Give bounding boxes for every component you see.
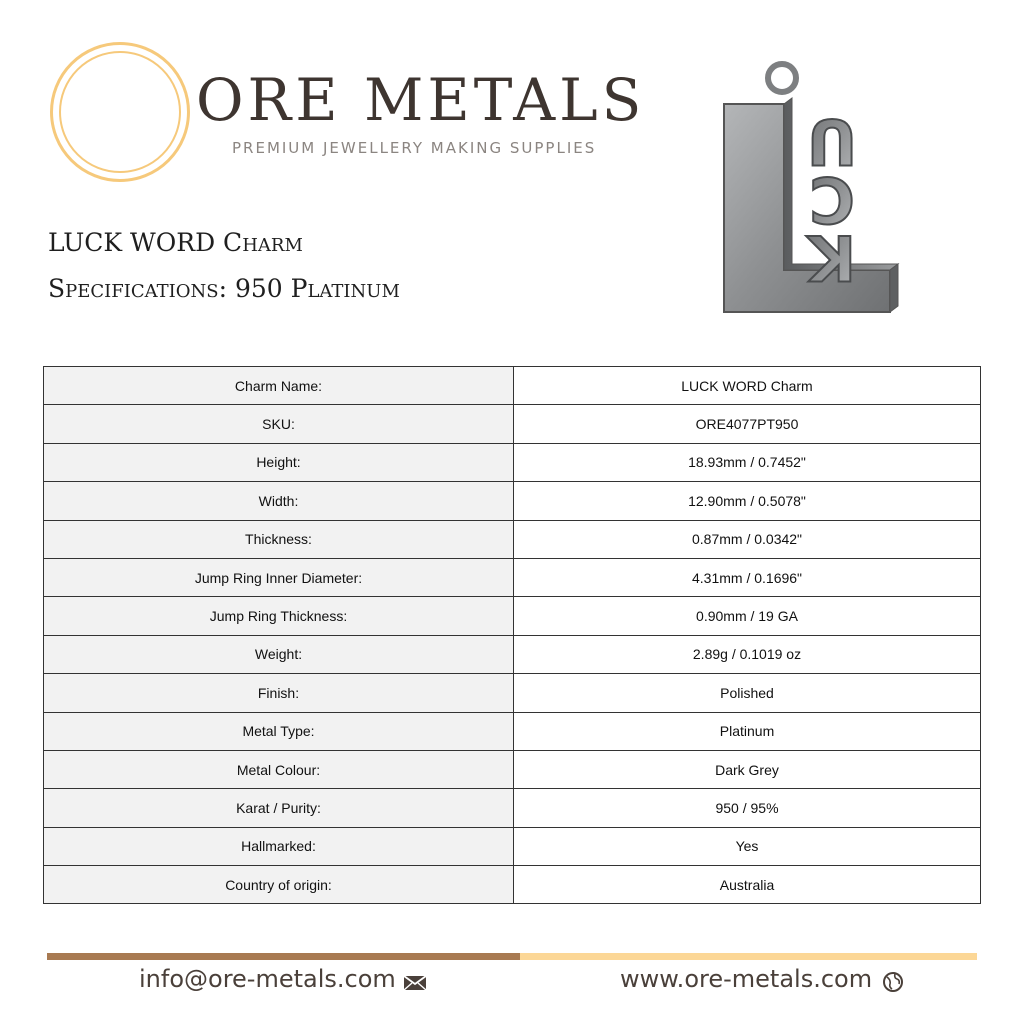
footer-website[interactable]: www.ore-metals.com xyxy=(620,965,873,993)
jump-ring xyxy=(768,64,796,92)
product-title: LUCK WORD Charm xyxy=(48,228,303,257)
table-row xyxy=(44,674,981,712)
table-row xyxy=(44,558,981,596)
spec-value: 950 / 95% xyxy=(514,789,981,827)
spec-label: Karat / Purity: xyxy=(44,789,514,827)
brand-tagline: PREMIUM JEWELLERY MAKING SUPPLIES xyxy=(232,139,597,157)
specifications-heading: Specifications: 950 Platinum xyxy=(48,274,400,303)
table-row xyxy=(44,405,981,443)
spec-label: Charm Name: xyxy=(44,367,514,405)
footer-bar-right xyxy=(520,953,977,960)
logo-ring xyxy=(50,42,190,182)
spec-label: Finish: xyxy=(44,674,514,712)
spec-value: Australia xyxy=(514,866,981,904)
spec-value: 2.89g / 0.1019 oz xyxy=(514,635,981,673)
table-row xyxy=(44,789,981,827)
footer-email[interactable]: info@ore-metals.com xyxy=(139,965,396,993)
spec-value: 0.87mm / 0.0342" xyxy=(514,520,981,558)
spec-label: Jump Ring Inner Diameter: xyxy=(44,558,514,596)
letter-c: C xyxy=(809,163,855,236)
spec-label: Height: xyxy=(44,443,514,481)
spec-value: ORE4077PT950 xyxy=(514,405,981,443)
table-row xyxy=(44,482,981,520)
footer-bar-left xyxy=(47,953,520,960)
spec-label: Jump Ring Thickness: xyxy=(44,597,514,635)
product-image xyxy=(712,58,902,320)
table-row xyxy=(44,635,981,673)
table-row xyxy=(44,827,981,865)
envelope-icon xyxy=(403,975,427,991)
spec-label: Metal Type: xyxy=(44,712,514,750)
spec-label: Weight: xyxy=(44,635,514,673)
table-row xyxy=(44,866,981,904)
spec-value: Polished xyxy=(514,674,981,712)
spec-label: Metal Colour: xyxy=(44,750,514,788)
table-row xyxy=(44,443,981,481)
spec-value: 4.31mm / 0.1696" xyxy=(514,558,981,596)
table-row xyxy=(44,367,981,405)
table-row xyxy=(44,750,981,788)
specifications-table xyxy=(43,366,981,904)
brand-name: ORE METALS xyxy=(196,66,646,134)
spec-value: Platinum xyxy=(514,712,981,750)
table-row xyxy=(44,597,981,635)
spec-value: 0.90mm / 19 GA xyxy=(514,597,981,635)
spec-value: 12.90mm / 0.5078" xyxy=(514,482,981,520)
table-row xyxy=(44,520,981,558)
spec-label: Width: xyxy=(44,482,514,520)
letter-k: K xyxy=(807,221,857,294)
spec-value: Dark Grey xyxy=(514,750,981,788)
globe-icon xyxy=(882,971,904,993)
spec-value: 18.93mm / 0.7452" xyxy=(514,443,981,481)
table-row xyxy=(44,712,981,750)
spec-label: Hallmarked: xyxy=(44,827,514,865)
spec-value: LUCK WORD Charm xyxy=(514,367,981,405)
spec-label: SKU: xyxy=(44,405,514,443)
spec-value: Yes xyxy=(514,827,981,865)
charm-letters xyxy=(806,105,857,294)
letter-u: U xyxy=(806,105,858,178)
spec-label: Country of origin: xyxy=(44,866,514,904)
spec-label: Thickness: xyxy=(44,520,514,558)
